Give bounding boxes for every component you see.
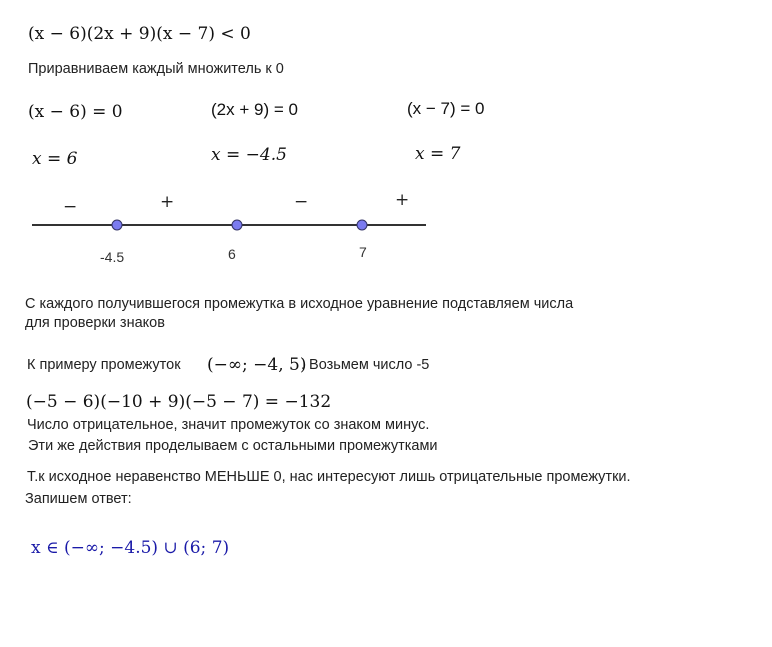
substitute-text-line-2: для проверки знаков [25, 315, 165, 331]
conclusion-line-2: Эти же действия проделываем с остальными промежутками [28, 438, 438, 454]
answer: x ∈ (−∞; −4.5) ∪ (6; 7) [31, 538, 230, 558]
root-point-minus-4-5 [112, 220, 122, 230]
sign-interval-2: + [160, 192, 175, 212]
root-point-7 [357, 220, 367, 230]
point-label-6: 6 [228, 246, 236, 262]
root-point-6 [232, 220, 242, 230]
factor-1-equation: (x − 6) = 0 [28, 102, 123, 122]
factor-3-root: x = 7 [415, 144, 461, 164]
example-interval: (−∞; −4, 5) [207, 355, 307, 375]
factor-2-root: x = −4.5 [211, 145, 287, 165]
inequality: (x − 6)(2x + 9)(x − 7) < 0 [28, 24, 251, 44]
example-suffix: . Возьмем число -5 [301, 357, 430, 373]
factor-2-equation: (2x + 9) = 0 [211, 100, 298, 119]
sign-interval-3: − [294, 192, 309, 212]
sign-interval-4: + [395, 190, 410, 210]
factor-1-root: x = 6 [32, 149, 78, 169]
example-prefix: К примеру промежуток [27, 357, 181, 373]
final-text-line-1: Т.к исходное неравенство МЕНЬШЕ 0, нас интересуют лишь отрицательные промежутки. [27, 469, 631, 485]
step1-text: Приравниваем каждый множитель к 0 [28, 61, 284, 77]
conclusion-line-1: Число отрицательное, значит промежуток со знаком минус. [27, 417, 430, 433]
substitute-text-line-1: С каждого получившегося промежутка в исходное уравнение подставляем числа [25, 296, 574, 312]
sign-interval-1: − [63, 197, 78, 217]
factor-3-equation: (x − 7) = 0 [407, 99, 485, 118]
calculation: (−5 − 6)(−10 + 9)(−5 − 7) = −132 [26, 392, 332, 412]
point-label-7: 7 [359, 244, 367, 260]
final-text-line-2: Запишем ответ: [25, 491, 132, 507]
point-label-minus-4-5: -4.5 [100, 249, 125, 265]
